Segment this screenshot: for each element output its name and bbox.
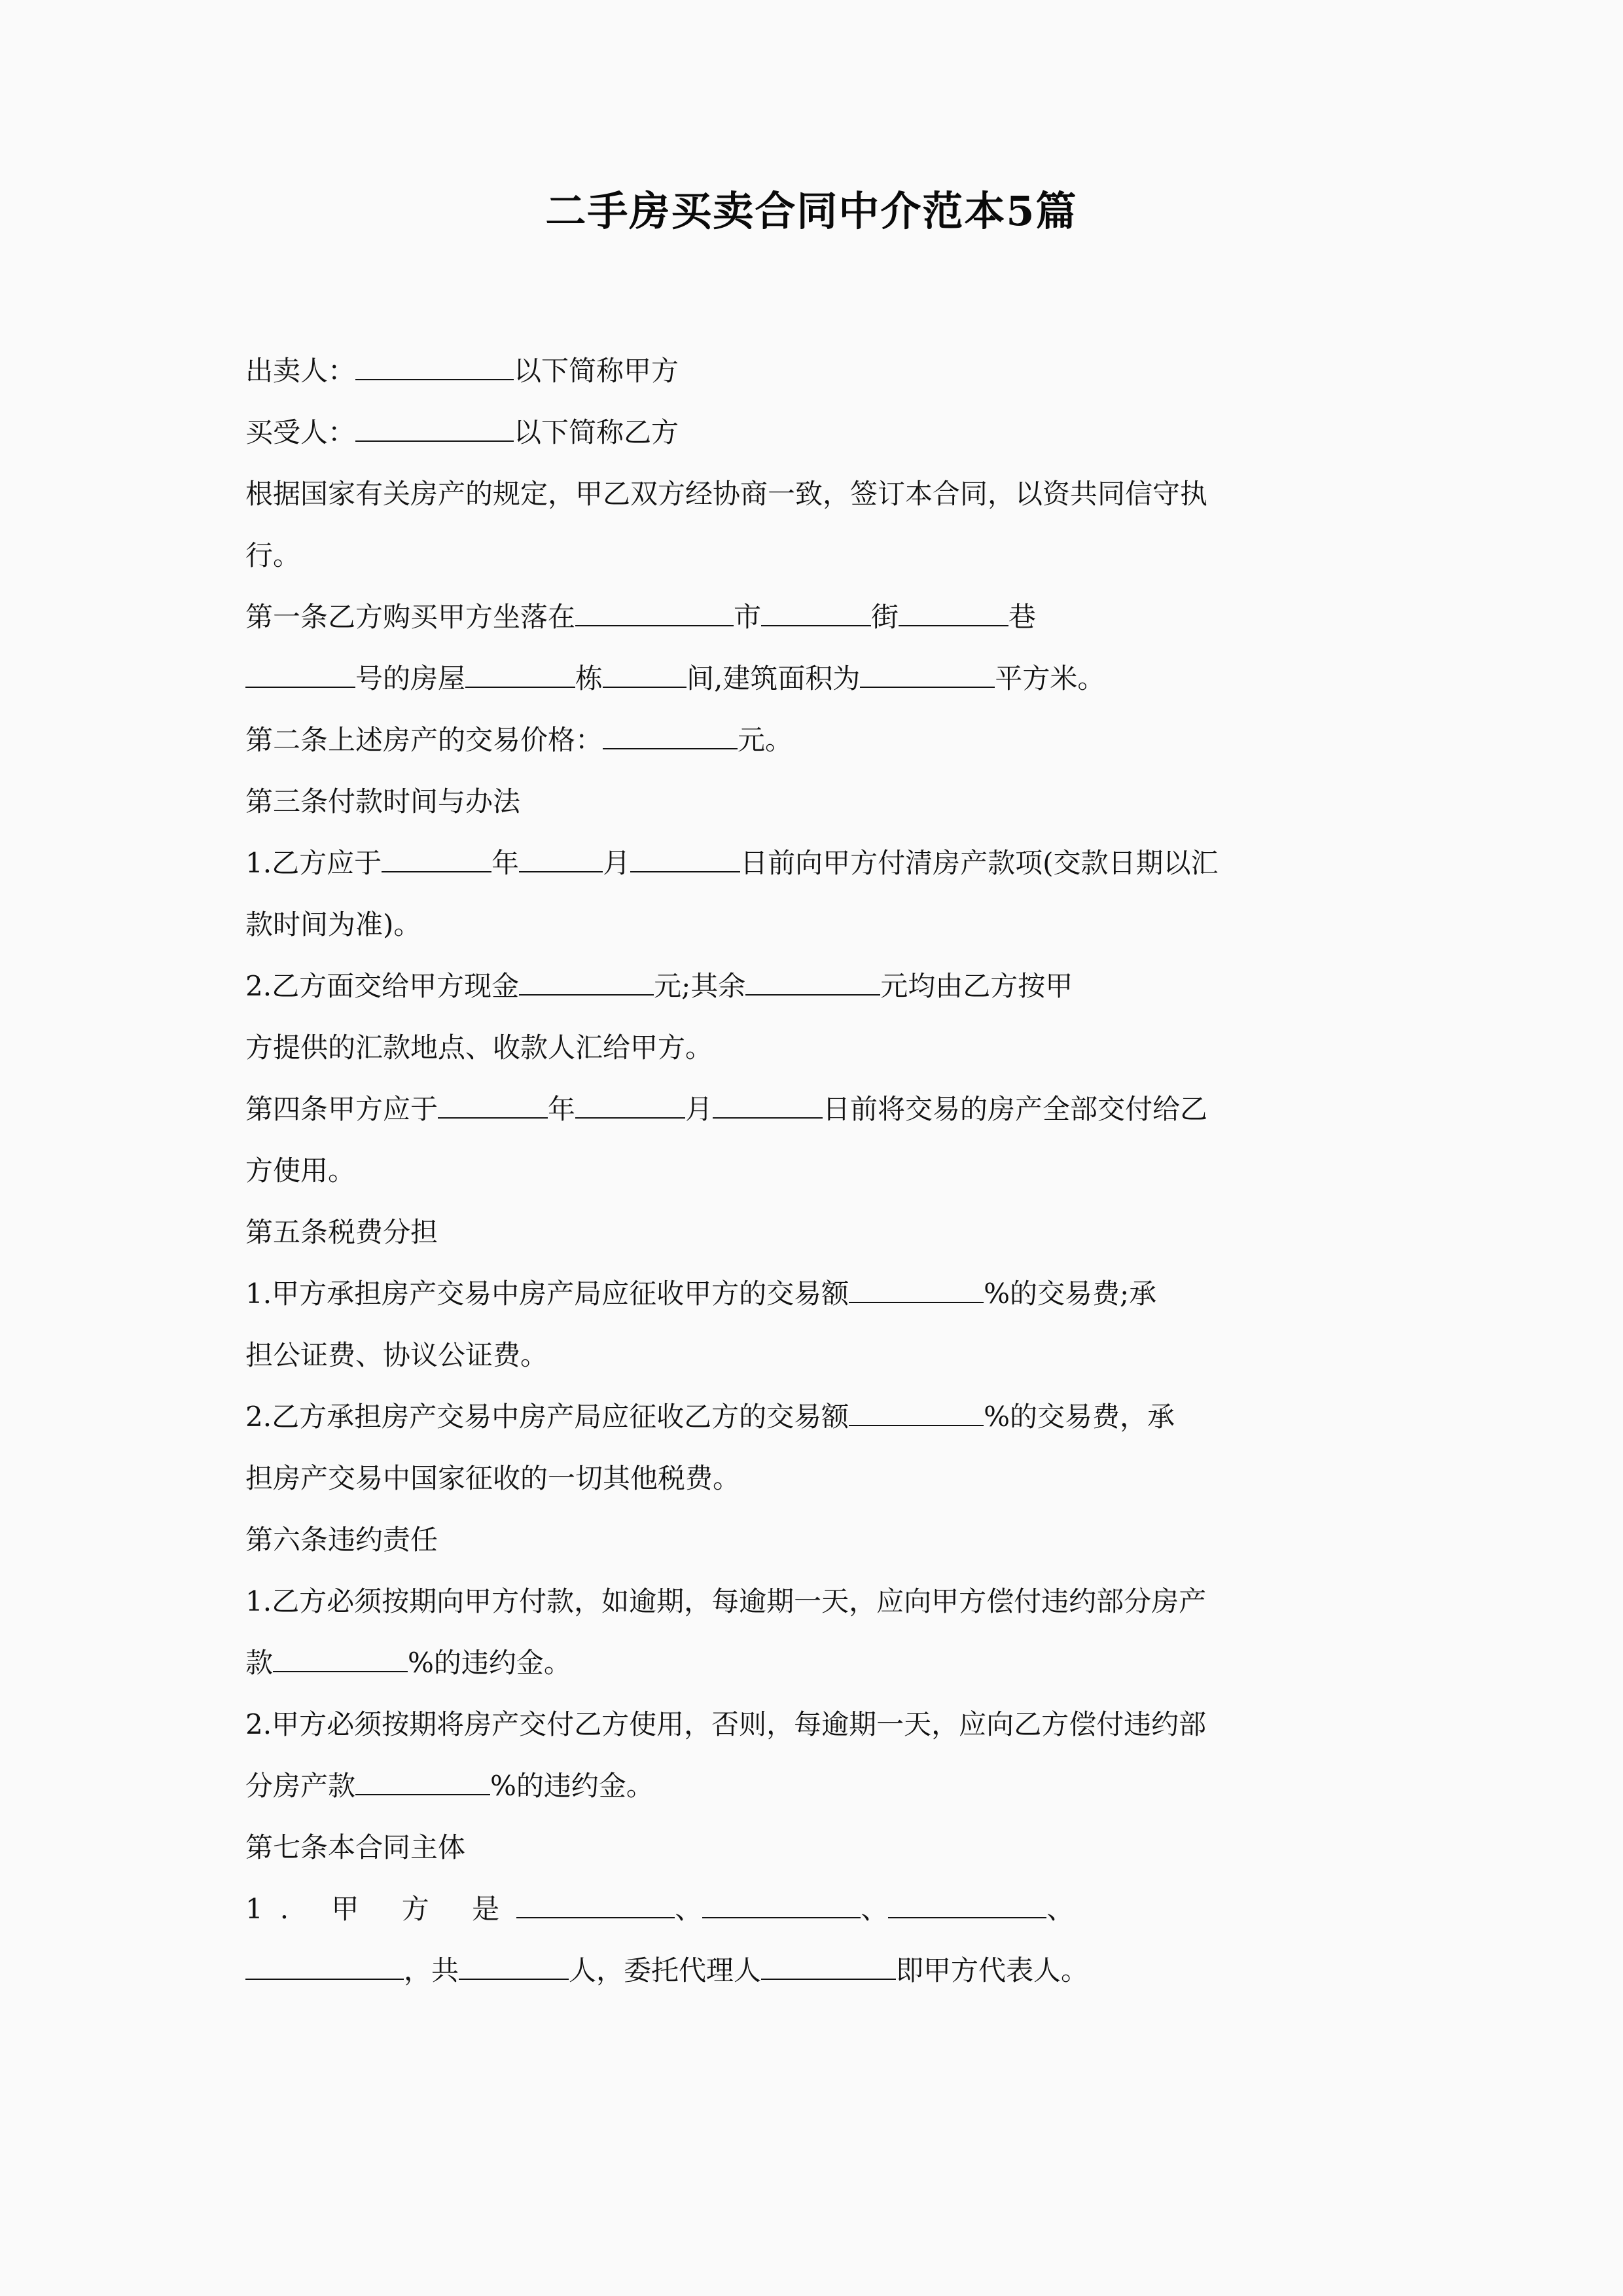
cash-amount-blank[interactable] — [519, 964, 654, 996]
line-article3-item1-cont: 款时间为准)。 — [245, 908, 421, 941]
party-a-sep-1: 、 — [675, 1893, 703, 1925]
page-title: 二手房买卖合同中介范本5篇 — [545, 187, 1078, 235]
pay-year-blank[interactable] — [382, 841, 491, 872]
article1-house-label: 号的房屋 — [355, 662, 466, 694]
line-article1-a — [245, 586, 1384, 648]
seller-fee-rate-blank[interactable] — [849, 1272, 984, 1303]
article1-city-label: 市 — [734, 601, 762, 633]
street-blank[interactable] — [761, 595, 871, 626]
article2-unit: 元。 — [738, 724, 793, 756]
document-body — [245, 340, 1384, 2001]
buyer-name-blank[interactable] — [355, 410, 514, 442]
article3-item2-lead: 2.乙方面交给甲方现金 — [245, 970, 520, 1002]
pay-month-label: 月 — [603, 847, 631, 879]
area-blank[interactable] — [860, 656, 995, 688]
line-article6-head: 第六条违约责任 — [245, 1524, 438, 1556]
article5-item2-tail: %的交易费，承 — [984, 1401, 1175, 1433]
line-article4-cont: 方使用。 — [245, 1155, 356, 1187]
article6-item2-lead2: 分房产款 — [245, 1770, 356, 1802]
deliver-year-blank[interactable] — [438, 1087, 548, 1119]
article4-tail: 日前将交易的房产全部交付给乙 — [823, 1093, 1208, 1125]
line-article7-head: 第七条本合同主体 — [245, 1831, 466, 1863]
line-article2 — [245, 709, 1384, 771]
line-article1-b — [245, 648, 1384, 709]
line-preamble-1: 根据国家有关房产的规定，甲乙双方经协商一致，签订本合同，以资共同信守执 — [245, 478, 1208, 510]
deliver-day-blank[interactable] — [713, 1087, 823, 1119]
line-article6-item2: 2.甲方必须按期将房产交付乙方使用，否则，每逾期一天，应向乙方偿付违约部 — [245, 1708, 1207, 1740]
building-blank[interactable] — [465, 656, 575, 688]
deliver-month-blank[interactable] — [575, 1087, 685, 1119]
line-article3-item2 — [245, 956, 1384, 1017]
seller-suffix: 以下简称甲方 — [514, 355, 679, 387]
buyer-suffix: 以下简称乙方 — [514, 416, 679, 448]
article1-building-label: 栋 — [575, 662, 603, 694]
party-a-sep-3: 、 — [1046, 1893, 1075, 1925]
article6-item1-tail2: %的违约金。 — [408, 1647, 571, 1679]
pay-day-blank[interactable] — [630, 841, 740, 872]
party-a-count-blank[interactable] — [459, 1948, 569, 1980]
deliver-year-label: 年 — [548, 1093, 576, 1125]
article3-item1-tail: 日前向甲方付清房产款项(交款日期以汇 — [740, 847, 1219, 879]
article2-lead: 第二条上述房产的交易价格： — [245, 724, 603, 756]
seller-name-blank[interactable] — [355, 349, 514, 380]
line-article6-item2-cont — [245, 1755, 1384, 1817]
remainder-amount-blank[interactable] — [745, 964, 880, 996]
price-blank[interactable] — [603, 718, 738, 749]
pay-year-label: 年 — [491, 847, 520, 879]
seller-penalty-rate-blank[interactable] — [355, 1764, 490, 1795]
seller-label: 出卖人： — [245, 355, 356, 387]
line-article3-item2-cont: 方提供的汇款地点、收款人汇给甲方。 — [245, 1031, 713, 1064]
party-a-total-pre: ，共 — [404, 1954, 459, 1986]
line-article5-item1 — [245, 1263, 1384, 1325]
article3-item1-lead: 1.乙方应于 — [245, 847, 382, 879]
buyer-label: 买受人： — [245, 416, 356, 448]
party-a-member4-blank[interactable] — [245, 1948, 404, 1980]
party-a-agent-blank[interactable] — [761, 1948, 896, 1980]
party-a-sep-2: 、 — [861, 1893, 889, 1925]
line-article3-head: 第三条付款时间与办法 — [245, 785, 521, 817]
line-article4 — [245, 1079, 1384, 1140]
article1-lead: 第一条乙方购买甲方坐落在 — [245, 601, 576, 633]
deliver-month-label: 月 — [685, 1093, 713, 1125]
article5-item1-lead: 1.甲方承担房产交易中房产局应征收甲方的交易额 — [245, 1278, 849, 1310]
number-blank[interactable] — [245, 656, 355, 688]
article7-item1-lead: 1. 甲 方 是 — [245, 1893, 517, 1925]
line-article6-item1-cont — [245, 1632, 1384, 1694]
line-article3-item1 — [245, 833, 1384, 894]
article3-item2-tail: 元均由乙方按甲 — [880, 970, 1073, 1002]
line-article5-item2 — [245, 1386, 1384, 1448]
line-article7-item1-cont — [245, 1940, 1384, 2001]
room-blank[interactable] — [603, 656, 687, 688]
article1-street-label: 街 — [871, 601, 899, 633]
article5-item2-lead: 2.乙方承担房产交易中房产局应征收乙方的交易额 — [245, 1401, 849, 1433]
article5-item1-tail: %的交易费;承 — [984, 1278, 1157, 1310]
line-article7-item1 — [245, 1878, 1384, 1940]
line-preamble-2: 行。 — [245, 539, 301, 571]
party-a-agent-tail: 即甲方代表人。 — [896, 1954, 1089, 1986]
buyer-penalty-rate-blank[interactable] — [273, 1641, 408, 1672]
party-a-member2-blank[interactable] — [702, 1887, 861, 1918]
line-article5-item1-cont: 担公证费、协议公证费。 — [245, 1339, 548, 1371]
party-a-member1-blank[interactable] — [516, 1887, 675, 1918]
line-article6-item1: 1.乙方必须按期向甲方付款，如逾期，每逾期一天，应向甲方偿付违约部分房产 — [245, 1585, 1207, 1617]
article1-lane-label: 巷 — [1008, 601, 1037, 633]
lane-blank[interactable] — [899, 595, 1008, 626]
line-buyer — [245, 402, 1384, 463]
pay-month-blank[interactable] — [519, 841, 603, 872]
party-a-member3-blank[interactable] — [888, 1887, 1046, 1918]
line-article5-item2-cont: 担房产交易中国家征收的一切其他税费。 — [245, 1462, 741, 1494]
article4-lead: 第四条甲方应于 — [245, 1093, 438, 1125]
article6-item2-tail2: %的违约金。 — [490, 1770, 654, 1802]
line-seller — [245, 340, 1384, 402]
party-a-agent-label: 人，委托代理人 — [569, 1954, 762, 1986]
line-article5-head: 第五条税费分担 — [245, 1216, 438, 1248]
article3-item2-mid: 元;其余 — [654, 970, 746, 1002]
article1-area-unit: 平方米。 — [995, 662, 1105, 694]
article6-item1-lead2: 款 — [245, 1647, 274, 1679]
article1-area-label: 间,建筑面积为 — [687, 662, 861, 694]
buyer-fee-rate-blank[interactable] — [849, 1395, 984, 1426]
city-blank[interactable] — [575, 595, 734, 626]
